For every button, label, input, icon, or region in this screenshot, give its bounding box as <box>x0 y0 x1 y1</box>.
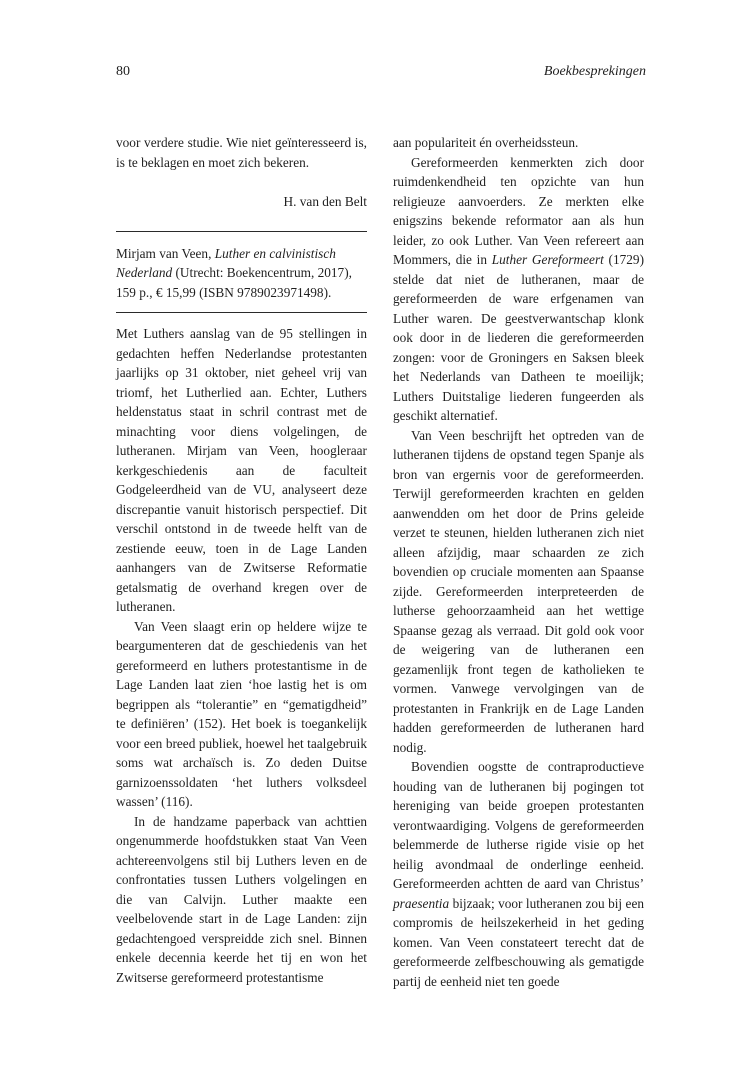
body-paragraph-continued: aan populariteit én overheidssteun. <box>393 135 579 150</box>
running-head: Boekbesprekingen <box>543 64 646 79</box>
body-paragraph: In de handzame paperback van achttien ongenummerde hoofdstukken staat Van Veen achtereenvolgens stil bij Luthers leven en de confrontaties tussen Luthers volgelingen en die van Calvijn. Luther maakte een veelbelovende start in de Lage Landen: zijn gedachtengoed verspreidde zich snel. Binnen enkele decennia keerde het tij en won het Zwitserse gereformeerd protestantisme <box>116 813 367 985</box>
right-column <box>393 133 644 991</box>
cited-title: Luther Gereformeert <box>491 252 604 267</box>
body-paragraph: Van Veen beschrijft het optreden van de lutheranen tijdens de opstand tegen Spanje als bron van ergernis voor de gereformeerden. Terwijl gereformeerden krachten en gelden aanwendden om het door de Prins geleide verzet te steunen, hielden lutheranen zich niet alleen afzijdig, maar schaarden ze zich bovendien op cruciale momenten aan Spaanse zijde. Gereformeerden interpreteerden de lutherse gehoorzaamheid aan het wettige Spaanse gezag als verraad. Dit gold ook voor de weigering van de lutheranen een gezamenlijk front tegen de katholieken te vormen. Vanwege vervolgingen van de protestanten in Frankrijk en de Lage Landen hadden gereformeerden de lutheranen hard nodig. <box>393 427 644 755</box>
review-closing-paragraph: voor verdere studie. Wie niet geïnteresseerd is, is te beklagen en moet zich bekeren. <box>116 135 367 170</box>
page-number: 80 <box>116 64 130 79</box>
body-paragraph: Met Luthers aanslag van de 95 stellingen in gedachten heffen Nederlandse protestanten jaarlijks op 31 oktober, niet geheel vrij van triomf, het Lutherlied aan. Echter, Luthers heldenstatus staat in schril contrast met de minachting voor diens volgelingen, de lutheranen. Mirjam van Veen, hoogleraar kerkgeschiedenis aan de faculteit Godgeleerdheid van de VU, analyseert deze discrepantie vanuit historisch perspectief. Dit verschil ontstond in de tweede helft van de zestiende eeuw, toen in de Lage Landen aanhangers van de Zwitserse Reformatie getalsmatig de overhand kregen over de lutheranen. <box>116 326 367 614</box>
body-paragraph: Gereformeerden kenmerkten zich door ruimdenkendheid ten opzichte van hun religieuze aanvoerders. Ze merkten elke enigszins bekende reformator aan als hun leider, zo ook Luther. Van Veen refereert aan Mommers, die in Luther Gereformeert (1729) stelde dat niet de lutheranen, maar de gereformeerden de ware erfgenamen van Luther waren. De geestverwantschap klonk ook door in de liederen die gereformeerden zongen: voor de Groningers en Saksen bleek het Nederlands van Datheen te moeilijk; Luthers Duitstalige liederen fungeerden als geschikt alternatief. <box>393 154 645 423</box>
book-details: (Utrecht: Boekencentrum, 2017), 159 p., € 15,99 (ISBN 9789023971498). <box>116 265 352 300</box>
page-header <box>116 64 646 86</box>
latin-term: praesentia <box>393 895 450 911</box>
left-column <box>116 133 367 987</box>
divider-bottom <box>116 312 367 313</box>
book-title: Luther en calvinistisch Nederland <box>116 245 336 280</box>
body-paragraph: Bovendien oogstte de contraproductieve houding van de lutheranen bij pogingen tot hereniging van beide groepen protestanten verontwaardiging. Volgens de gereformeerden belemmerde de lutherse rigide visie op het heilig avondmaal de onderlinge eenheid. Gereformeerden achtten de aard van Christus’ praesentia bijzaak; voor lutheranen zou bij een compromis de heilszekerheid in het geding komen. Van Veen constateert terecht dat de gereformeerde zelfbeschouwing als gematigde partij de eenheid niet ten goede <box>393 759 644 989</box>
divider-top <box>116 231 367 232</box>
bibliographic-entry <box>116 244 367 303</box>
reviewer-signature: H. van den Belt <box>283 193 367 209</box>
body-paragraph: Van Veen slaagt erin op heldere wijze te beargumenteren dat de geschiedenis van het gereformeerd en luthers protestantisme in de Lage Landen laat zien ‘hoe lastig het is om begrippen als “tolerantie” en “gematigdheid” te definiëren’ (152). Het boek is toegankelijk voor een breed publiek, hoewel het taalgebruik soms wat archaïsch is. Zo deden Duitse garnizoenssoldaten ‘het luthers volksdeel wassen’ (116). <box>116 618 367 809</box>
book-author: Mirjam van Veen, <box>116 245 215 261</box>
